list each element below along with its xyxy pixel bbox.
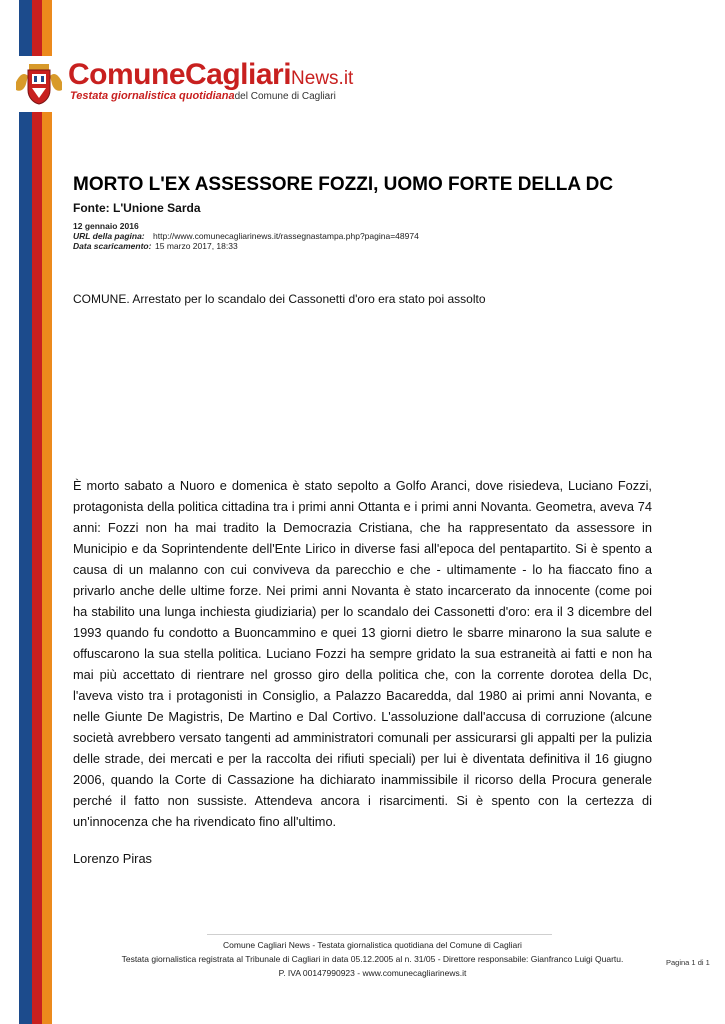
- article-title: MORTO L'EX ASSESSORE FOZZI, UOMO FORTE DELLA DC: [73, 174, 614, 195]
- footer-divider: [207, 934, 552, 935]
- article-source: Fonte: L'Unione Sarda: [73, 201, 201, 215]
- meta-download-label: Data scaricamento:: [73, 241, 152, 251]
- coat-of-arms-icon: [14, 60, 64, 106]
- left-margin: [0, 0, 19, 1024]
- tagline-sub: del Comune di Cagliari: [234, 91, 336, 102]
- meta-download-value: 15 marzo 2017, 18:33: [155, 241, 238, 251]
- brand-tagline: [70, 90, 336, 102]
- brand-name: [68, 58, 353, 92]
- article-lead: COMUNE. Arrestato per lo scandalo dei Cassonetti d'oro era stato poi assolto: [73, 292, 486, 306]
- article-author: Lorenzo Piras: [73, 851, 152, 866]
- meta-url-label: URL della pagina:: [73, 231, 145, 241]
- stripe-blue: [19, 0, 32, 1024]
- brand-main: ComuneCagliari: [68, 58, 292, 91]
- article-body: È morto sabato a Nuoro e domenica è stato sepolto a Golfo Aranci, dove risiedeva, Luciano Fozzi, protagonista della politica cittadina tra i primi anni Ottanta e i primi anni Novanta. Geometra, aveva 74 anni: Fozzi non ha mai tradito la Democrazia Cristiana, che ha rappresentato da assessore in Municipio e da Soprintendente dell'Ente Lirico in diverse fasi all'epoca del pentapartito. Si è spento a causa di un malanno con cui conviveva da parecchio e che - ultimamente - lo ha fiaccato fino a privarlo anche delle ultime forze. Nei primi anni Novanta è stato incarcerato da innocente (come poi ha stabilito una lunga inchiesta giudiziaria) per lo scandalo dei Cassonetti d'oro: era il 3 dicembre del 1993 quando fu condotto a Buoncammino e quei 13 giorni dietro le sbarre minarono la sua salute e offuscarono la sua stella politica. Luciano Fozzi ha sempre gridato la sua estraneità ai fatti e non ha mai più accettato di rientrare nel grosso giro della politica che, con la corrente dorotea della Dc, l'aveva visto tra i protagonisti in Consiglio, a Palazzo Bacaredda, dal 1980 ai primi anni Novanta, e nelle Giunte De Magistris, De Martino e Dal Cortivo. L'assoluzione dall'accusa di corruzione (alcune società avrebbero versato tangenti ad amministratori comunali per assicurarsi gli appalti per la pulizia delle strade, dei mercati e per la raccolta dei rifiuti speciali) per lui è diventata definitiva il 16 giugno 2006, quando la Corte di Cassazione ha dichiarato inammissibile il ricorso della Procura generale perché il fatto non sussiste. Attendeva ancora i risarcimenti. Si è spento con la certezza di un'innocenza che ha rivendicato fino all'ultimo.: [73, 478, 652, 829]
- stripe-red: [32, 0, 42, 1024]
- brand-suffix: News.it: [291, 68, 354, 89]
- meta-date: 12 gennaio 2016: [73, 221, 139, 231]
- article-meta: [73, 221, 419, 251]
- footer-line-2: Testata giornalistica registrata al Tribunale di Cagliari in data 05.12.2005 al n. 31/05 - Direttore responsabile: Gianfranco Luigi Quartu.: [121, 954, 624, 964]
- meta-date-row: [73, 221, 419, 231]
- page-number: Pagina 1 di 1: [666, 958, 710, 967]
- meta-download-row: [73, 241, 419, 251]
- meta-url-link[interactable]: http://www.comunecagliarinews.it/rassegnastampa.php?pagina=48974: [153, 231, 419, 241]
- footer-line-1: Comune Cagliari News - Testata giornalistica quotidiana del Comune di Cagliari: [223, 940, 522, 950]
- footer-line-3: P. IVA 00147990923 - www.comunecagliarinews.it: [278, 968, 467, 978]
- page-footer: [100, 938, 645, 980]
- site-logo[interactable]: [10, 56, 354, 112]
- stripe-orange: [42, 0, 52, 1024]
- meta-url-row: [73, 231, 419, 241]
- tagline-main: Testata giornalistica quotidiana: [70, 90, 235, 102]
